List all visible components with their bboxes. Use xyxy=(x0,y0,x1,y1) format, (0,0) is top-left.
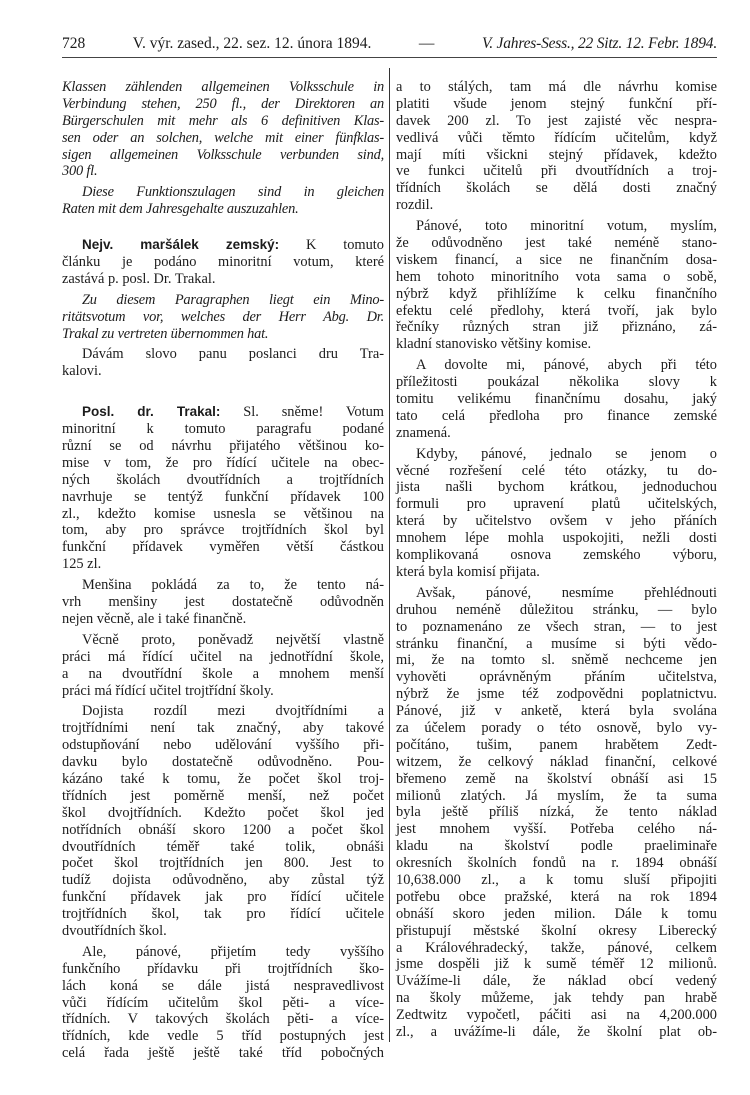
right-column xyxy=(396,79,717,1045)
text-line: celá řada ještě ještě také tříd pobočných xyxy=(62,1045,384,1062)
paragraph xyxy=(62,944,384,1062)
paragraph xyxy=(62,346,384,380)
text-line: ných školách dvoutřídních a trojtřídních xyxy=(62,471,384,488)
speaker-name: Posl. dr. Trakal: xyxy=(82,404,221,420)
text-line: nýbrž když přihlížíme k celku finančního xyxy=(396,285,717,302)
text-line: Klassen zählenden allgemeinen Volksschule in xyxy=(62,79,384,95)
paragraph xyxy=(396,218,717,353)
text-line: znamená. xyxy=(396,424,451,441)
text-line: Dojista rozdíl mezi dvojtřídními a xyxy=(82,703,384,720)
text-line: mi, že na tomto sl. sněmě nechceme jen xyxy=(396,652,717,669)
text-line: zl., a uvážíme-li dále, že školní plat ob- xyxy=(396,1023,717,1040)
text-line: tudíž dojista odůvodněno, aby zůstal týž xyxy=(62,872,384,889)
text-line: kalovi. xyxy=(62,363,102,380)
speaker-name: Nejv. maršálek zemský: xyxy=(82,237,280,253)
text-line: notřídních obnáší skoro 1200 a počet škol xyxy=(62,821,384,838)
text-line: a na dvoutřídní škole a mnohem menší xyxy=(62,665,384,682)
text-line: vrh menšiny jest dostatečně odůvodněn xyxy=(62,594,384,611)
paragraph xyxy=(396,79,717,214)
text-line: navrhuje se tentýž funkční přídavek 100 xyxy=(62,488,384,505)
header-dash: — xyxy=(418,35,435,52)
paragraph xyxy=(62,79,384,180)
text-line: tomitu velikému finančnímu dosahu, jaký xyxy=(396,391,717,408)
text-line: Uvážíme-li dále, že náklad obcí vedený xyxy=(396,973,717,990)
text-line: vyhověti oprávněným přáním učitelstva, xyxy=(396,669,717,686)
text-line: minoritní k tomuto paragrafu podané xyxy=(62,421,384,438)
line-text: K tomuto xyxy=(279,237,384,254)
text-line: přistupují městské školní okresy Liberecký xyxy=(396,922,717,939)
text-line: lách koná se dále jistá nespravedlivost xyxy=(62,977,384,994)
paragraph xyxy=(62,237,384,288)
text-line: odstupňování nebo udělování vyššího při- xyxy=(62,737,384,754)
text-line: počet škol trojtřídních jen 800. Jest to xyxy=(62,855,384,872)
text-line: škol dvojtřídních. Kdežto počet škol jed xyxy=(62,804,384,821)
text-line: formuli pro upravení platů učitelských, xyxy=(396,496,717,513)
text-line: zastává p. posl. Dr. Trakal. xyxy=(62,270,216,287)
text-line: efektu celé předlohy, která tvoří, jak bylo xyxy=(396,302,717,319)
text-line: Bürgerschulen mit mehr als 6 definitiven Klas- xyxy=(62,112,384,129)
text-line: různí se od návrhu přijatého většinou ko- xyxy=(62,438,384,455)
text-line: byla ještě příliš nízká, že tento náklad xyxy=(396,804,717,821)
text-line: Diese Funktionszulagen sind in gleichen xyxy=(82,184,384,201)
text-line: komplikovaná osnova zemského výboru, xyxy=(396,547,717,564)
left-column xyxy=(62,79,384,1066)
text-line: ritätsvotum vor, welches der Herr Abg. Dr. xyxy=(62,308,384,325)
text-line: funkčního přídavku při trojtřídních ško- xyxy=(62,960,384,977)
text-line: 125 zl. xyxy=(62,556,102,573)
text-line: Zedtwitz vypočetl, páčiti asi na 4,200.000 xyxy=(396,1007,717,1024)
text-line: obnáší skoro jeden milion. Dále k tomu xyxy=(396,905,717,922)
text-line: Raten mit dem Jahresgehalte auszuzahlen. xyxy=(62,201,299,218)
paragraph xyxy=(396,357,717,441)
text-line: na školy můžeme, jak tehdy pan hrabě xyxy=(396,990,717,1007)
text-line: milionů zlatých. Já myslím, že ta suma xyxy=(396,787,717,804)
text-line: Trakal zu vertreten übernommen hat. xyxy=(62,325,269,342)
text-line: řečníky různých stran již přiznáno, zá- xyxy=(396,319,717,336)
paragraph xyxy=(62,703,384,939)
text-line: zl., kdežto komise usnesla se většinou na xyxy=(62,505,384,522)
text-line: rozdil. xyxy=(396,197,434,214)
text-line: práci má řídící učitel na jednotřídní škole, xyxy=(62,648,384,665)
text-line: sigen allgemeinen Volksschule verbunden sind, xyxy=(62,146,384,163)
text-line: a Královéhradecký, takže, pánové, celkem xyxy=(396,939,717,956)
text-line: která by učitelstvo ovšem v jeho přáních xyxy=(396,513,717,530)
text-line: ve funkci učitelů při dvoutřídních a troj- xyxy=(396,163,717,180)
text-line: A dovolte mi, pánové, abych při této xyxy=(416,357,717,374)
text-line: třídních, kde vedle 5 tříd postupných jest xyxy=(62,1028,384,1045)
text-line: trojtřídními není tak značný, aby takové xyxy=(62,720,384,737)
text-line: viskem financí, a sice ne finančním dosa- xyxy=(396,251,717,268)
text-line: sen oder an solchen, welche mit einer fünfklas- xyxy=(62,129,384,146)
text-line: třídních školách se dělá dosti značný xyxy=(396,180,717,197)
text-line: Ale, pánové, přijetím tedy vyššího xyxy=(82,943,384,960)
text-line: příležitosti poukázal několika slovy k xyxy=(396,374,717,391)
text-line: nýbrž že jsme též zodpovědni poplatnictvu. xyxy=(396,686,717,703)
text-line: okresních školních fondů na r. 1894 obnáší xyxy=(396,855,717,872)
text-line: kladní stanovisko většiny komise. xyxy=(396,336,592,353)
text-line: davek 200 zl. To jest zajisté věc nespra- xyxy=(396,112,717,129)
text-line: tato celá předloha pro finance zemské xyxy=(396,407,717,424)
text-line: vůči řídícím učitelům škol pěti- a více- xyxy=(62,994,384,1011)
text-line: 10,638.000 zl., a k tomu sluší připojiti xyxy=(396,871,717,888)
text-line: potřebu obce pražské, která na rok 1894 xyxy=(396,888,717,905)
text-line: a to stálých, tam má dle návrhu komise xyxy=(396,79,717,95)
text-line: třídních. V takových školách pěti- a více- xyxy=(62,1011,384,1028)
text-line: 300 fl. xyxy=(62,163,98,180)
text-line: věcné rozřešení celé této otázky, tu do- xyxy=(396,462,717,479)
text-line: článku je podáno minoritní votum, které xyxy=(62,254,384,271)
header-czech: V. výr. zased., 22. sez. 12. února 1894. xyxy=(132,35,372,52)
text-line: kázáno také k tomu, že počet škol troj- xyxy=(62,770,384,787)
text-line xyxy=(62,404,384,421)
text-line: Věcně proto, poněvadž největší vlastně xyxy=(82,631,384,648)
text-line: druhou neméně důležitou stránku, — bylo xyxy=(396,601,717,618)
text-line: Verbindung stehen, 250 fl., der Direktoren an xyxy=(62,95,384,112)
text-line: že odůvodněno jest také neméně stano- xyxy=(396,235,717,252)
text-line: kladu na školství podle praeliminaře xyxy=(396,838,717,855)
text-line: dvoutřídních téměř také tolik, obnáši xyxy=(62,838,384,855)
paragraph xyxy=(62,292,384,343)
paragraph xyxy=(62,577,384,628)
text-line: to poznamenáno ze všech stran, — to jest xyxy=(396,618,717,635)
running-header xyxy=(62,35,717,55)
text-line: břemeno země na školství obnáší asi 15 xyxy=(396,770,717,787)
text-line: Menšina pokládá za to, že tento ná- xyxy=(82,577,384,594)
text-line: davku bylo dostatečně odůvodněno. Pou- xyxy=(62,754,384,771)
text-line: nejen věcně, ale i také finančně. xyxy=(62,610,247,627)
header-rule xyxy=(62,57,717,58)
text-line: která byla komisí přijata. xyxy=(396,563,540,580)
text-line: Kdyby, pánové, jednalo se jenom o xyxy=(416,445,717,462)
text-line: Dávám slovo panu poslanci dru Tra- xyxy=(82,346,384,363)
text-line: tom, aby pro správce trojtřídních škol byl xyxy=(62,522,384,539)
paragraph xyxy=(396,446,717,581)
text-line: stránku finanční, a musíme si býti vědo- xyxy=(396,635,717,652)
paragraph xyxy=(62,632,384,700)
text-line: vedlivá vůči těmto řídícím učitelům, když xyxy=(396,129,717,146)
text-line: Zu diesem Paragraphen liegt ein Mino- xyxy=(82,291,384,308)
text-line: platiti všude jenom stejný funkční pří- xyxy=(396,95,717,112)
text-line: hem tohoto minoritního vota sama o sobě, xyxy=(396,268,717,285)
text-line: jest mnohem vyšší. Potřeba celého ná- xyxy=(396,821,717,838)
text-line: počítáno, tušim, panem hrabětem Zedt- xyxy=(396,736,717,753)
text-line: trojtřídních škol, tak pro řídící učitele xyxy=(62,906,384,923)
paragraph xyxy=(396,585,717,1041)
text-line xyxy=(62,237,384,254)
text-line: za účelem porady o této osnově, bylo vy- xyxy=(396,719,717,736)
paragraph xyxy=(62,404,384,573)
text-line: třídních jest poměrně menší, než počet xyxy=(62,787,384,804)
text-line: mají míti všickni stejný přídavek, kdežto xyxy=(396,146,717,163)
text-line: mnohem lépe mohla uspokojiti, nežli dosti xyxy=(396,530,717,547)
page-number: 728 xyxy=(62,35,86,52)
text-line: witzem, že celkový náklad finanční, celkové xyxy=(396,753,717,770)
column-divider xyxy=(389,68,390,1042)
paragraph xyxy=(62,184,384,218)
text-line: práci má řídící učitel trojtřídní školy. xyxy=(62,682,274,699)
text-line: jsme dospěli již k sumě téměř 12 milionů. xyxy=(396,956,717,973)
text-line: Pánové, toto minoritní votum, myslím, xyxy=(416,218,717,235)
header-german: V. Jahres-Sess., 22 Sitz. 12. Febr. 1894. xyxy=(481,35,717,52)
text-line: mise v tom, že pro řídící učitele na obec- xyxy=(62,454,384,471)
text-line: jista našli bychom krátkou, jednoduchou xyxy=(396,479,717,496)
text-line: Avšak, pánové, nesmíme přehlédnouti xyxy=(416,584,717,601)
text-line: funkční přídavek vyměřen větší částkou xyxy=(62,539,384,556)
text-line: dvoutřídních škol. xyxy=(62,922,167,939)
line-text: Sl. sněme! Votum xyxy=(220,404,385,421)
text-line: Pánové, již v anketě, která byla svolána xyxy=(396,703,717,720)
text-line: funkční přídavek jak pro řídící učitele xyxy=(62,889,384,906)
